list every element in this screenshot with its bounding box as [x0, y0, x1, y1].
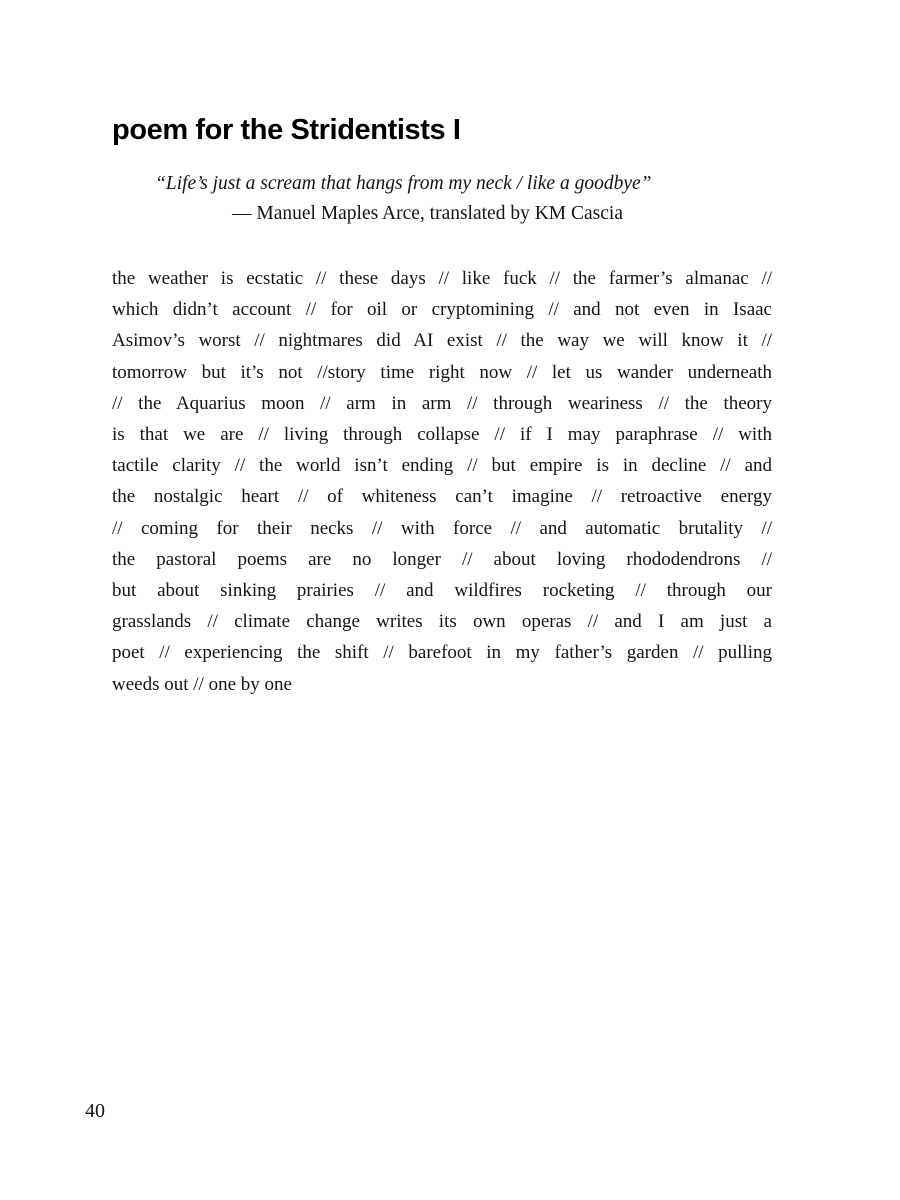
poem-line: weeds out // one by one: [112, 673, 292, 695]
poem-line: poet // experiencing the shift // barefoot in my father’s garden // pulling: [112, 642, 772, 664]
poem-line: tactile clarity // the world isn’t ending // but empire is in decline // and: [112, 455, 772, 477]
poem-line: // the Aquarius moon // arm in arm // through weariness // the theory: [112, 392, 772, 414]
poem-line: is that we are // living through collapse // if I may paraphrase // with: [112, 424, 772, 446]
poem-line: the nostalgic heart // of whiteness can’t imagine // retroactive energy: [112, 486, 772, 508]
epigraph-attribution: — Manuel Maples Arce, translated by KM Cascia: [232, 203, 623, 224]
poem-line: tomorrow but it’s not //story time right now // let us wander underneath: [112, 361, 772, 383]
epigraph-quote: “Life’s just a scream that hangs from my neck / like a goodbye”: [155, 173, 652, 194]
poem-line: the weather is ecstatic // these days // like fuck // the farmer’s almanac //: [112, 268, 772, 289]
poem-line: grasslands // climate change writes its own operas // and I am just a: [112, 611, 772, 633]
poem-line: // coming for their necks // with force // and automatic brutality //: [112, 517, 772, 539]
page-number: 40: [85, 1100, 105, 1122]
poem-line: the pastoral poems are no longer // about loving rhododendrons //: [112, 548, 772, 570]
poem-line: Asimov’s worst // nightmares did AI exist // the way we will know it //: [112, 330, 772, 352]
poem-line: but about sinking prairies // and wildfires rocketing // through our: [112, 580, 772, 602]
poem-body: [112, 263, 772, 700]
poem-line: which didn’t account // for oil or cryptomining // and not even in Isaac: [112, 299, 772, 321]
poem-title: poem for the Stridentists I: [112, 114, 461, 146]
